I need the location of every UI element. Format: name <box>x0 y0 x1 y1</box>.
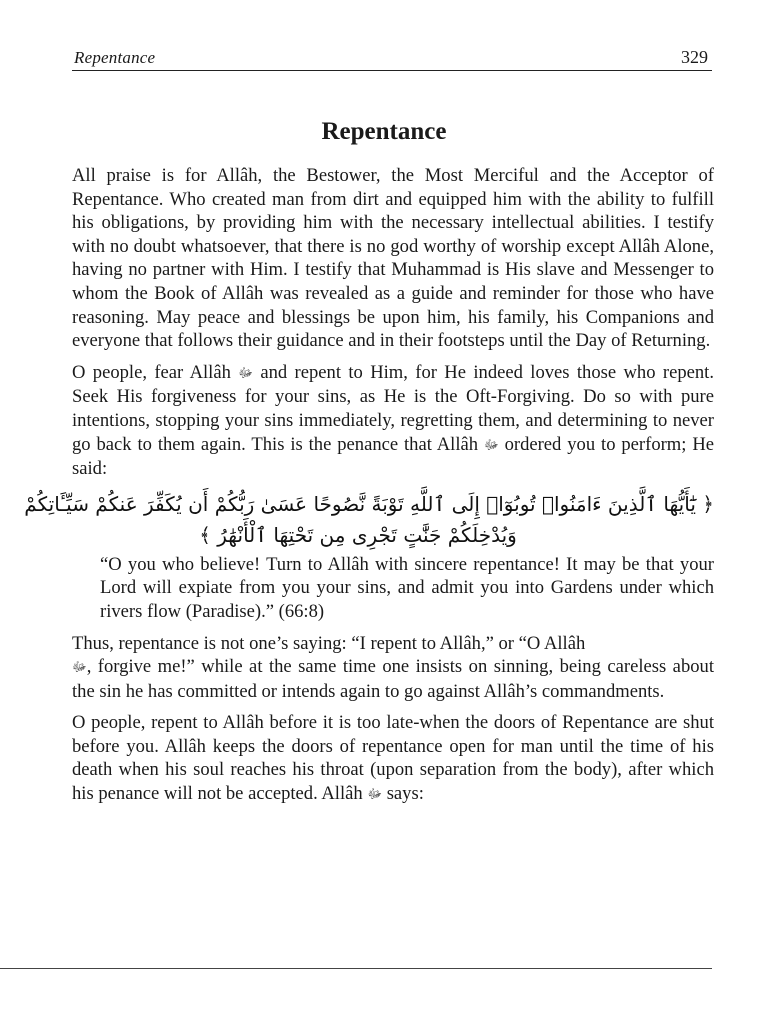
header-rule <box>72 70 712 71</box>
arabic-line-2: وَيُدْخِلَكُمْ جَنَّٰتٍ تَجْرِى مِن تَحْتِهَا ٱلْأَنْهَٰرُ ﴾ <box>199 522 517 547</box>
quran-verse-arabic <box>24 489 714 551</box>
honorific-symbol-icon: ﷻ <box>238 365 253 381</box>
paragraph-text: Thus, repentance is not one’s saying: “I repent to Allâh,” or “O Allâh <box>72 632 586 654</box>
paragraph-text: O people, fear Allâh <box>72 361 231 383</box>
chapter-title: Repentance <box>321 118 447 145</box>
paragraph-text: , forgive me!” while at the same time one insists on sinning, being careless about the sin he has committed or intends again to go against Allâh’s commandments. <box>72 656 714 702</box>
running-title: Repentance <box>74 48 156 67</box>
paragraph-text: ordered you to perform; He said: <box>72 433 715 480</box>
paragraph-text: says: <box>386 783 424 805</box>
paragraph-fear-allah <box>72 361 714 481</box>
paragraph-praise: All praise is for Allâh, the Bestower, the Most Merciful and the Acceptor of Repentance. Who created man from dirt and equipped him with the ability to fulfill his obligations, by providing him with the necessary intellectual abilities. I testify with no doubt whatsoever, that there is no god worthy of worship except Allâh Alone, having no partner with Him. I testify that Muhammad is His slave and Messenger to whom the Book of Allâh was revealed as a guide and reminder for those who have reasoning. May peace and blessings be upon him, his family, his Companions and everyone that follows their guidance and in their footsteps until the Day of Returning. <box>72 165 714 352</box>
honorific-symbol-icon: ﷻ <box>72 660 87 676</box>
verse-translation: “O you who believe! Turn to Allâh with sincere repentance! It may be that your Lord will expiate from you your sins, and admit you into Gardens under which rivers flow (Paradise).” (66:8) <box>100 553 714 622</box>
paragraph-text: and repent to Him, for He indeed loves those who repent. Seek His forgiveness for your sins, as He is the Oft-Forgiving. Do so with pure intentions, stopping your sins immediately, regretting them, and determining to never go back to them again. This is the penance that Allâh <box>72 361 714 455</box>
paragraph-thus-repentance <box>72 632 714 704</box>
paragraph-text: O people, repent to Allâh before it is too late-when the doors of Repentance are shut before you. Allâh keeps the doors of repentance open for man until the time of his death when his soul reaches his throat (upon separation from the body), after which his penance will not be accepted. Allâh <box>72 712 714 805</box>
footer-rule <box>0 968 712 969</box>
arabic-line-1: ﴿ يَٰٓأَيُّهَا ٱلَّذِينَ ءَامَنُوا۟ تُوبُوٓا۟ إِلَى ٱللَّهِ تَوْبَةً نَّصُوحًا عَسَىٰ رَبُّكُمْ أَن يُكَفِّرَ عَنكُمْ سَيِّـَٔاتِكُمْ <box>24 491 714 516</box>
page-number: 329 <box>681 47 708 67</box>
paragraph-repent-before-late <box>72 711 714 806</box>
body-text <box>24 164 715 815</box>
honorific-symbol-icon: ﷻ <box>483 437 499 453</box>
honorific-symbol-icon: ﷻ <box>367 787 383 803</box>
running-header <box>72 48 712 72</box>
